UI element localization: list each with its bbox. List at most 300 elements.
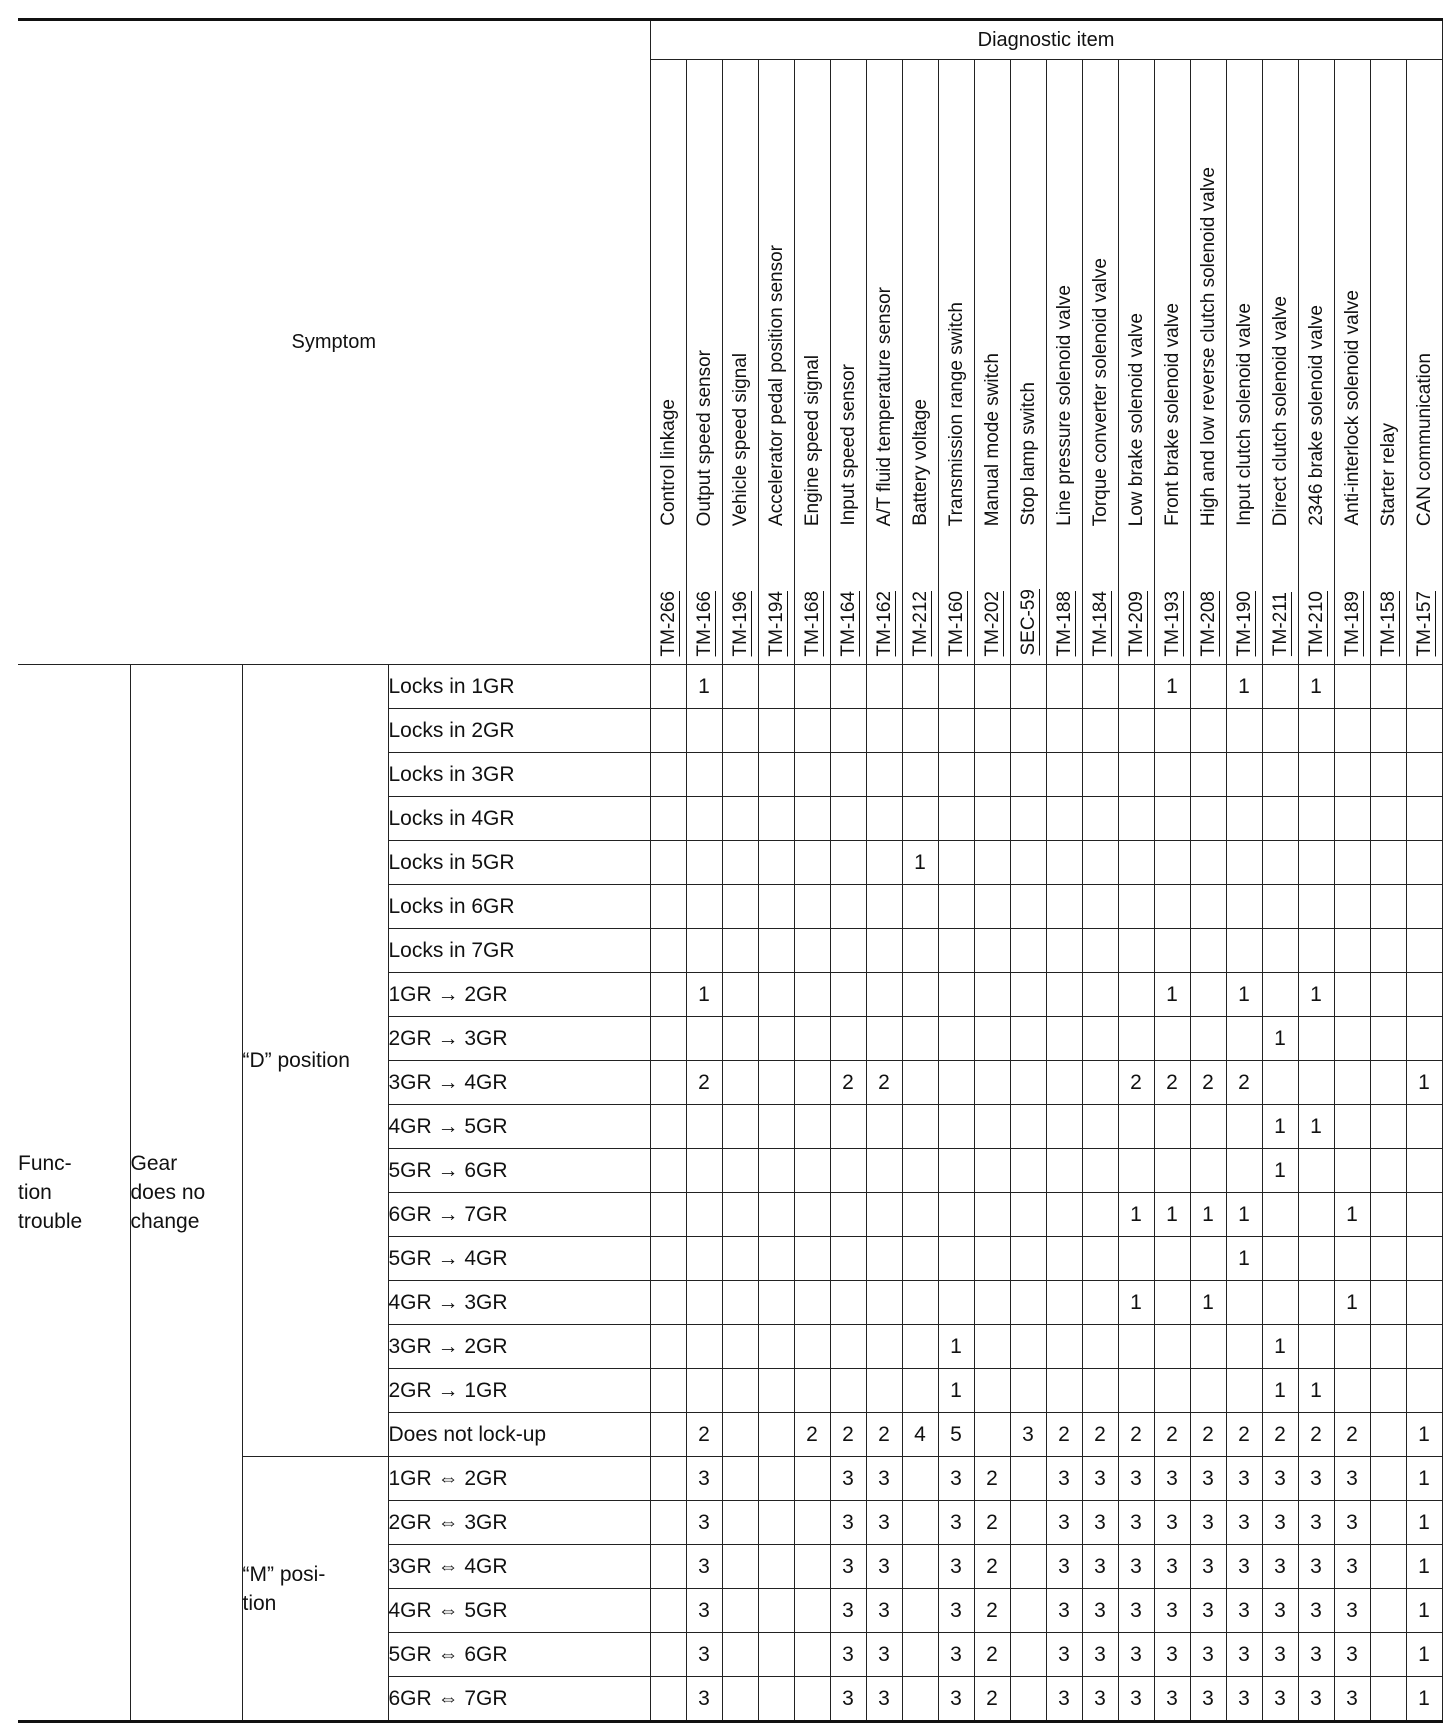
- priority-cell: [794, 973, 830, 1017]
- priority-cell: [686, 885, 722, 929]
- priority-cell: [794, 1501, 830, 1545]
- column-reference-link[interactable]: TM-194: [765, 590, 787, 656]
- priority-cell: [1154, 709, 1190, 753]
- priority-cell: [758, 1545, 794, 1589]
- priority-cell: 2: [686, 1061, 722, 1105]
- priority-cell: [1010, 1677, 1046, 1722]
- priority-cell: [1406, 1281, 1442, 1325]
- priority-cell: 2: [974, 1501, 1010, 1545]
- priority-cell: [722, 1237, 758, 1281]
- column-reference-link[interactable]: TM-184: [1089, 590, 1111, 656]
- column-name: Front brake solenoid valve: [1161, 303, 1183, 526]
- column-reference-link[interactable]: TM-211: [1269, 591, 1291, 656]
- priority-cell: [794, 1545, 830, 1589]
- column-reference-link[interactable]: TM-189: [1341, 590, 1363, 656]
- priority-cell: [1190, 665, 1226, 709]
- priority-cell: [974, 1017, 1010, 1061]
- priority-cell: [974, 1369, 1010, 1413]
- priority-cell: [722, 841, 758, 885]
- column-reference-link[interactable]: TM-266: [657, 590, 679, 656]
- column-reference-link[interactable]: TM-164: [837, 590, 859, 656]
- priority-cell: [1262, 973, 1298, 1017]
- priority-cell: [722, 1589, 758, 1633]
- priority-cell: [902, 1589, 938, 1633]
- priority-cell: [1370, 1457, 1406, 1501]
- priority-cell: [1298, 753, 1334, 797]
- priority-cell: [830, 841, 866, 885]
- column-reference-link[interactable]: TM-168: [801, 590, 823, 656]
- priority-cell: [1262, 797, 1298, 841]
- priority-cell: [830, 797, 866, 841]
- priority-cell: [866, 665, 902, 709]
- priority-cell: 3: [1298, 1501, 1334, 1545]
- priority-cell: [722, 665, 758, 709]
- priority-cell: 1: [1334, 1193, 1370, 1237]
- priority-cell: [1262, 753, 1298, 797]
- priority-cell: 2: [974, 1677, 1010, 1722]
- priority-cell: [1334, 1061, 1370, 1105]
- priority-cell: [794, 1589, 830, 1633]
- priority-cell: [758, 1325, 794, 1369]
- priority-cell: [758, 1589, 794, 1633]
- column-reference-link[interactable]: TM-188: [1053, 590, 1075, 656]
- priority-cell: [1298, 709, 1334, 753]
- priority-cell: [1154, 1281, 1190, 1325]
- column-reference-link[interactable]: TM-210: [1305, 590, 1327, 656]
- column-name: Accelerator pedal position sensor: [765, 245, 787, 526]
- priority-cell: 3: [866, 1501, 902, 1545]
- priority-cell: 3: [686, 1677, 722, 1722]
- priority-cell: [1406, 665, 1442, 709]
- priority-cell: [902, 1237, 938, 1281]
- column-header: [1154, 60, 1190, 665]
- priority-cell: [1370, 1017, 1406, 1061]
- priority-cell: 2: [1226, 1413, 1262, 1457]
- column-reference-link[interactable]: TM-166: [693, 590, 715, 656]
- priority-cell: 3: [866, 1457, 902, 1501]
- priority-cell: [722, 1193, 758, 1237]
- priority-cell: [902, 885, 938, 929]
- priority-cell: [974, 1061, 1010, 1105]
- priority-cell: [1370, 1501, 1406, 1545]
- priority-cell: [1226, 1105, 1262, 1149]
- column-reference-link[interactable]: TM-160: [945, 590, 967, 656]
- priority-cell: 3: [1334, 1677, 1370, 1722]
- priority-cell: [722, 929, 758, 973]
- priority-cell: 1: [1154, 973, 1190, 1017]
- priority-cell: 1: [1118, 1281, 1154, 1325]
- priority-cell: [650, 753, 686, 797]
- symptom-label: Locks in 3GR: [388, 753, 650, 797]
- priority-cell: [1370, 1281, 1406, 1325]
- priority-cell: 3: [830, 1457, 866, 1501]
- priority-cell: [722, 1325, 758, 1369]
- priority-cell: [722, 797, 758, 841]
- priority-cell: [1334, 1369, 1370, 1413]
- priority-cell: [1010, 1325, 1046, 1369]
- priority-cell: [1262, 885, 1298, 929]
- priority-cell: [1334, 665, 1370, 709]
- priority-cell: [1118, 885, 1154, 929]
- priority-cell: [1046, 1149, 1082, 1193]
- priority-cell: 1: [1262, 1017, 1298, 1061]
- column-header: [794, 60, 830, 665]
- priority-cell: 2: [794, 1413, 830, 1457]
- priority-cell: 3: [1082, 1545, 1118, 1589]
- priority-cell: 3: [1118, 1501, 1154, 1545]
- priority-cell: [1118, 1017, 1154, 1061]
- column-name: Anti-interlock solenoid valve: [1341, 290, 1363, 526]
- priority-cell: 3: [1190, 1589, 1226, 1633]
- priority-cell: [866, 1369, 902, 1413]
- priority-cell: [1118, 1149, 1154, 1193]
- priority-cell: [1370, 841, 1406, 885]
- priority-cell: 3: [1082, 1677, 1118, 1722]
- priority-cell: [758, 1193, 794, 1237]
- priority-cell: [794, 841, 830, 885]
- priority-cell: [1370, 1589, 1406, 1633]
- priority-cell: [1298, 1237, 1334, 1281]
- priority-cell: 1: [938, 1369, 974, 1413]
- priority-cell: [1406, 1237, 1442, 1281]
- priority-cell: [1046, 1193, 1082, 1237]
- diagnostic-item-header: Diagnostic item: [650, 20, 1442, 60]
- priority-cell: [650, 1633, 686, 1677]
- priority-cell: [974, 841, 1010, 885]
- priority-cell: [1406, 709, 1442, 753]
- priority-cell: [1406, 841, 1442, 885]
- column-name: Vehicle speed signal: [729, 352, 751, 526]
- priority-cell: 2: [830, 1061, 866, 1105]
- priority-cell: 3: [1154, 1457, 1190, 1501]
- priority-cell: [1010, 1237, 1046, 1281]
- column-reference-link[interactable]: TM-202: [981, 590, 1003, 656]
- priority-cell: [1082, 709, 1118, 753]
- symptom-label: Locks in 1GR: [388, 665, 650, 709]
- priority-cell: [650, 973, 686, 1017]
- priority-cell: 3: [1334, 1545, 1370, 1589]
- priority-cell: [1082, 753, 1118, 797]
- priority-cell: [650, 929, 686, 973]
- priority-cell: 3: [1154, 1677, 1190, 1722]
- priority-cell: [1370, 665, 1406, 709]
- priority-cell: [758, 1457, 794, 1501]
- priority-cell: [1154, 885, 1190, 929]
- priority-cell: [1226, 1281, 1262, 1325]
- column-header: [1406, 60, 1442, 665]
- priority-cell: [866, 841, 902, 885]
- priority-cell: 3: [1082, 1633, 1118, 1677]
- priority-cell: 1: [686, 665, 722, 709]
- priority-cell: [938, 973, 974, 1017]
- priority-cell: 3: [830, 1545, 866, 1589]
- priority-cell: [1046, 753, 1082, 797]
- priority-cell: [1334, 709, 1370, 753]
- priority-cell: [1262, 929, 1298, 973]
- priority-cell: [1298, 841, 1334, 885]
- priority-cell: 1: [1262, 1325, 1298, 1369]
- column-reference-link[interactable]: TM-158: [1377, 590, 1399, 656]
- priority-cell: [794, 665, 830, 709]
- priority-cell: [1298, 1193, 1334, 1237]
- column-reference-link[interactable]: TM-208: [1197, 590, 1219, 656]
- priority-cell: [758, 1677, 794, 1722]
- column-header: [1082, 60, 1118, 665]
- group-d-position: “D” position: [242, 665, 388, 1457]
- priority-cell: [1370, 1237, 1406, 1281]
- priority-cell: 2: [974, 1633, 1010, 1677]
- column-header: [1370, 60, 1406, 665]
- priority-cell: [1298, 1325, 1334, 1369]
- priority-cell: [686, 929, 722, 973]
- column-name: Low brake solenoid valve: [1125, 312, 1147, 526]
- priority-cell: [686, 797, 722, 841]
- priority-cell: [1406, 929, 1442, 973]
- priority-cell: [902, 753, 938, 797]
- priority-cell: [1370, 1545, 1406, 1589]
- priority-cell: 2: [1082, 1413, 1118, 1457]
- priority-cell: [1406, 1369, 1442, 1413]
- column-reference-link[interactable]: TM-196: [729, 590, 751, 656]
- priority-cell: [1370, 885, 1406, 929]
- priority-cell: [974, 1149, 1010, 1193]
- priority-cell: 1: [1406, 1061, 1442, 1105]
- priority-cell: 3: [1082, 1589, 1118, 1633]
- priority-cell: [1370, 797, 1406, 841]
- column-header: [758, 60, 794, 665]
- symptom-label: 1GR → 2GR: [388, 973, 650, 1017]
- priority-cell: [1010, 1369, 1046, 1413]
- priority-cell: [1046, 973, 1082, 1017]
- priority-cell: 3: [1262, 1589, 1298, 1633]
- column-header: [1046, 60, 1082, 665]
- priority-cell: 3: [1334, 1589, 1370, 1633]
- symptom-label: Does not lock-up: [388, 1413, 650, 1457]
- priority-cell: [1154, 841, 1190, 885]
- priority-cell: 1: [1406, 1545, 1442, 1589]
- priority-cell: [830, 1237, 866, 1281]
- priority-cell: [650, 1149, 686, 1193]
- priority-cell: 2: [1154, 1413, 1190, 1457]
- priority-cell: [758, 1501, 794, 1545]
- priority-cell: [722, 1061, 758, 1105]
- priority-cell: 3: [1334, 1457, 1370, 1501]
- priority-cell: [1406, 1149, 1442, 1193]
- priority-cell: 1: [1190, 1281, 1226, 1325]
- priority-cell: 3: [1298, 1589, 1334, 1633]
- priority-cell: [974, 1237, 1010, 1281]
- priority-cell: [830, 1149, 866, 1193]
- priority-cell: 2: [1190, 1413, 1226, 1457]
- priority-cell: 1: [1226, 1237, 1262, 1281]
- priority-cell: [758, 709, 794, 753]
- column-reference-link[interactable]: TM-209: [1125, 590, 1147, 656]
- symptom-label: 1GR ⇔ 2GR: [388, 1457, 650, 1501]
- priority-cell: [1082, 973, 1118, 1017]
- priority-cell: [1010, 885, 1046, 929]
- priority-cell: 3: [866, 1545, 902, 1589]
- priority-cell: [1154, 1237, 1190, 1281]
- symptom-label: 2GR → 3GR: [388, 1017, 650, 1061]
- priority-cell: 3: [866, 1677, 902, 1722]
- priority-cell: [866, 885, 902, 929]
- symptom-label: 4GR → 3GR: [388, 1281, 650, 1325]
- priority-cell: 3: [686, 1545, 722, 1589]
- priority-cell: [938, 1193, 974, 1237]
- priority-cell: [1226, 1149, 1262, 1193]
- column-name: Input clutch solenoid valve: [1233, 303, 1255, 526]
- priority-cell: [650, 1677, 686, 1722]
- priority-cell: 3: [1118, 1457, 1154, 1501]
- priority-cell: [902, 973, 938, 1017]
- priority-cell: [830, 709, 866, 753]
- priority-cell: [1010, 929, 1046, 973]
- priority-cell: [650, 1501, 686, 1545]
- priority-cell: [794, 1105, 830, 1149]
- priority-cell: [1298, 1281, 1334, 1325]
- priority-cell: [650, 797, 686, 841]
- column-reference-link[interactable]: TM-157: [1413, 590, 1435, 656]
- priority-cell: [1046, 1105, 1082, 1149]
- priority-cell: [1046, 1061, 1082, 1105]
- priority-cell: [686, 1237, 722, 1281]
- priority-cell: [1010, 709, 1046, 753]
- priority-cell: [866, 1325, 902, 1369]
- symptom-label: Locks in 7GR: [388, 929, 650, 973]
- priority-cell: [974, 797, 1010, 841]
- priority-cell: [650, 841, 686, 885]
- priority-cell: [866, 1105, 902, 1149]
- column-header: [1262, 60, 1298, 665]
- priority-cell: [1226, 709, 1262, 753]
- priority-cell: [1046, 841, 1082, 885]
- symptom-rows: [18, 665, 1442, 1722]
- priority-cell: [1262, 1193, 1298, 1237]
- priority-cell: [938, 841, 974, 885]
- column-name: CAN communication: [1413, 352, 1435, 526]
- priority-cell: [1046, 1237, 1082, 1281]
- priority-cell: [758, 665, 794, 709]
- priority-cell: [722, 885, 758, 929]
- priority-cell: [794, 1325, 830, 1369]
- priority-cell: 3: [938, 1545, 974, 1589]
- symptom-label: 3GR → 2GR: [388, 1325, 650, 1369]
- priority-cell: [1262, 1281, 1298, 1325]
- priority-cell: [1082, 1325, 1118, 1369]
- priority-cell: [650, 1589, 686, 1633]
- priority-cell: [1190, 797, 1226, 841]
- priority-cell: 2: [1226, 1061, 1262, 1105]
- priority-cell: [902, 1457, 938, 1501]
- priority-cell: 3: [686, 1501, 722, 1545]
- column-reference-link[interactable]: TM-190: [1233, 590, 1255, 656]
- priority-cell: [902, 665, 938, 709]
- priority-cell: [830, 1193, 866, 1237]
- priority-cell: [1226, 841, 1262, 885]
- priority-cell: 1: [1298, 665, 1334, 709]
- priority-cell: 3: [1226, 1457, 1262, 1501]
- priority-cell: [1334, 1017, 1370, 1061]
- priority-cell: 3: [1154, 1589, 1190, 1633]
- priority-cell: [902, 1677, 938, 1722]
- priority-cell: [650, 709, 686, 753]
- priority-cell: [938, 1281, 974, 1325]
- column-name: Stop lamp switch: [1017, 382, 1039, 526]
- priority-cell: 3: [1334, 1501, 1370, 1545]
- priority-cell: 3: [866, 1589, 902, 1633]
- priority-cell: [830, 753, 866, 797]
- priority-cell: [794, 1677, 830, 1722]
- column-reference-link[interactable]: TM-193: [1161, 590, 1183, 656]
- priority-cell: [974, 1413, 1010, 1457]
- priority-cell: 1: [1226, 665, 1262, 709]
- symptom-label: 3GR ⇔ 4GR: [388, 1545, 650, 1589]
- priority-cell: [1082, 885, 1118, 929]
- priority-cell: [1010, 1633, 1046, 1677]
- priority-cell: [686, 1149, 722, 1193]
- priority-cell: [1082, 1105, 1118, 1149]
- column-reference-link[interactable]: TM-162: [873, 590, 895, 656]
- priority-cell: [794, 1457, 830, 1501]
- diagnostic-table: [18, 18, 1443, 1723]
- priority-cell: [1190, 929, 1226, 973]
- priority-cell: [1334, 797, 1370, 841]
- priority-cell: [938, 1017, 974, 1061]
- priority-cell: [1010, 1017, 1046, 1061]
- priority-cell: 3: [1082, 1501, 1118, 1545]
- priority-cell: [1406, 753, 1442, 797]
- priority-cell: [722, 1545, 758, 1589]
- priority-cell: [1046, 885, 1082, 929]
- priority-cell: 3: [1190, 1457, 1226, 1501]
- priority-cell: 3: [686, 1457, 722, 1501]
- priority-cell: [758, 1369, 794, 1413]
- priority-cell: 3: [1262, 1457, 1298, 1501]
- priority-cell: [1370, 1677, 1406, 1722]
- priority-cell: [1154, 929, 1190, 973]
- priority-cell: [1118, 665, 1154, 709]
- priority-cell: [1334, 973, 1370, 1017]
- priority-cell: [974, 709, 1010, 753]
- priority-cell: [794, 797, 830, 841]
- column-header: [974, 60, 1010, 665]
- priority-cell: [1082, 1149, 1118, 1193]
- priority-cell: [686, 1281, 722, 1325]
- column-header: [830, 60, 866, 665]
- priority-cell: [1082, 1017, 1118, 1061]
- priority-cell: [1046, 1281, 1082, 1325]
- priority-cell: [1118, 1369, 1154, 1413]
- priority-cell: [794, 1193, 830, 1237]
- priority-cell: [758, 841, 794, 885]
- priority-cell: [1082, 841, 1118, 885]
- column-reference-link[interactable]: TM-212: [909, 590, 931, 656]
- priority-cell: 1: [1154, 1193, 1190, 1237]
- column-header: [1334, 60, 1370, 665]
- symptom-label: 4GR → 5GR: [388, 1105, 650, 1149]
- priority-cell: [1406, 885, 1442, 929]
- priority-cell: 3: [1154, 1545, 1190, 1589]
- priority-cell: 3: [1046, 1457, 1082, 1501]
- group-m-position: “M” posi- tion: [242, 1457, 388, 1722]
- priority-cell: [974, 1105, 1010, 1149]
- priority-cell: [1370, 929, 1406, 973]
- priority-cell: [830, 1105, 866, 1149]
- column-header: [1226, 60, 1262, 665]
- column-name: 2346 brake solenoid valve: [1305, 305, 1327, 526]
- priority-cell: 3: [1262, 1545, 1298, 1589]
- column-reference-link[interactable]: SEC-59: [1017, 589, 1039, 656]
